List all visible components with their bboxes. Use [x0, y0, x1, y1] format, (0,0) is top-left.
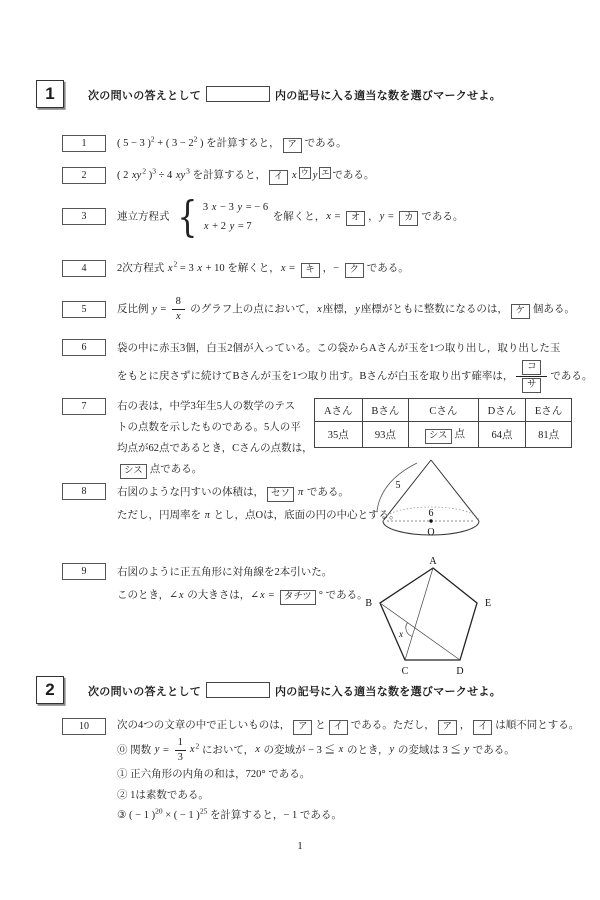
table-data-cell: [362, 422, 409, 448]
pentagon-vertex-label-a: A: [429, 556, 437, 567]
text-run: 個ある。: [532, 303, 575, 315]
text-run: である。: [323, 590, 368, 601]
math-run: + ( 3 − 2: [154, 138, 194, 149]
exponent: 25: [199, 806, 208, 816]
question-line: [117, 806, 579, 825]
text-run: である。: [421, 211, 464, 223]
text-run: 次の問いの答えとして: [88, 89, 201, 102]
text-run: 右図のように正五角形に対角線を2本引いた。: [117, 567, 333, 578]
answer-box: イ: [269, 170, 288, 185]
table-header-cell: Cさん: [409, 399, 479, 422]
question-text: [117, 716, 579, 827]
pentagon-vertex-label-e: E: [485, 598, 492, 609]
answer-box: イ: [329, 720, 348, 735]
math-run: ): [197, 138, 204, 149]
math-run: =: [385, 211, 397, 223]
math-variable: π: [298, 487, 304, 498]
question-text: [117, 192, 464, 241]
text-run: 右の表は，中学3年生5人の数学のテス: [117, 401, 296, 412]
math-variable: y: [229, 220, 235, 232]
text-run: ⓪ 関数: [117, 744, 154, 756]
text-run: の変域は: [395, 744, 443, 756]
table-data-cell: [315, 422, 363, 448]
pentagon-diagonal-ac: [405, 568, 433, 660]
text-run: をもとに戻さずに続けてBさんが玉を1つ取り出す。Bさんが白玉を取り出す確率は，: [117, 370, 514, 382]
math-variable: x: [178, 590, 184, 601]
math-run: + 10: [203, 263, 228, 274]
text-run: を計算すると，: [189, 170, 267, 181]
text-run: トの点数を示したものである。5人の平: [117, 422, 301, 433]
question-3: [62, 192, 464, 241]
question-text: [117, 396, 313, 480]
math-run: =: [160, 744, 172, 756]
question-line: [117, 417, 313, 438]
cone-right-slant: [428, 460, 479, 521]
text-run: 93点: [374, 430, 396, 441]
question-line: [117, 438, 313, 459]
cone-figure: [373, 453, 543, 548]
math-variable: y: [237, 201, 243, 213]
math-run: ∠: [250, 590, 260, 601]
cone-center-label: O: [427, 527, 435, 538]
table-header-cell: Bさん: [362, 399, 409, 422]
math-run: − 1: [283, 810, 300, 822]
text-run: 反比例: [117, 303, 152, 315]
question-number-box: 3: [62, 208, 106, 225]
scores-table-figure: [314, 398, 572, 448]
math-variable: y: [389, 744, 395, 756]
question-line: [117, 561, 368, 584]
text-run: 2次方程式: [117, 263, 167, 274]
math-run: ( − 1 ): [129, 810, 156, 822]
math-run: = − 6: [243, 201, 269, 213]
question-number-box: 8: [62, 483, 106, 500]
section-number: 2: [36, 676, 64, 704]
math-variable: y: [379, 211, 385, 223]
text-run: 35点: [327, 430, 349, 441]
section-number: 1: [36, 80, 64, 108]
question-1: [62, 133, 347, 154]
question-number-box: 10: [62, 718, 106, 735]
text-run: である。ただし，: [350, 720, 435, 731]
question-6: [62, 337, 592, 393]
math-variable: x: [255, 744, 260, 756]
question-line: [117, 396, 313, 417]
question-line: [117, 716, 579, 735]
answer-box: ア: [438, 720, 457, 735]
question-text: [117, 481, 400, 527]
fraction: [516, 360, 547, 393]
math-run: ( 5 − 3 ): [117, 138, 151, 149]
math-run: − 3: [217, 201, 237, 213]
math-variable: x: [175, 311, 181, 323]
question-8: [62, 481, 400, 527]
answer-box: シス: [425, 429, 452, 444]
text-run: である。: [332, 170, 375, 181]
text-run: 次の問いの答えとして: [88, 685, 201, 698]
fraction: [175, 737, 186, 764]
text-run: を計算すると，: [203, 138, 280, 149]
section-instruction: [88, 682, 501, 699]
equation-row: [203, 201, 268, 214]
text-run: である。: [304, 487, 349, 498]
table-header-cell: Aさん: [315, 399, 363, 422]
answer-box: シス: [120, 464, 147, 479]
text-run: 64点: [491, 430, 513, 441]
math-variable: x: [326, 211, 331, 223]
question-line: [117, 165, 374, 186]
answer-box: エ: [321, 167, 330, 177]
exponent: 3: [152, 166, 156, 176]
fraction-numerator: [175, 737, 186, 750]
question-text: [117, 296, 575, 323]
question-line: [117, 737, 579, 764]
question-5: [62, 296, 575, 323]
math-run: 1: [177, 736, 183, 748]
exponent: 2: [142, 166, 147, 176]
math-run: × ( − 1 ): [162, 810, 200, 822]
exponent: 2: [193, 134, 198, 144]
question-9: [62, 561, 368, 607]
equation-rows: [203, 201, 268, 233]
text-run: ② 1は素数である。: [117, 789, 209, 801]
math-run: = 3: [177, 263, 197, 274]
question-number-box: 4: [62, 260, 106, 277]
pentagon-vertex-label-b: B: [365, 598, 372, 609]
math-run: 3: [202, 201, 211, 213]
answer-box: ク: [345, 263, 364, 278]
text-run: の変域が: [260, 744, 309, 756]
fraction-numerator: [173, 296, 184, 309]
answer-box: オ: [346, 211, 365, 226]
math-run: =: [286, 263, 298, 274]
cone-slant-label: 5: [395, 480, 401, 491]
cone-left-slant: [383, 460, 431, 521]
answer-box: セソ: [267, 487, 294, 502]
question-text: [117, 133, 347, 154]
text-run: である。: [366, 263, 409, 274]
cone-diameter-label: 6: [428, 508, 434, 519]
fraction-numerator: [516, 360, 547, 376]
question-number-box: 2: [62, 167, 106, 184]
answer-box: イ: [473, 720, 492, 735]
question-7: [62, 396, 313, 480]
text-run: を計算すると，: [207, 810, 284, 822]
text-run: 連立方程式: [117, 211, 173, 223]
text-run: このとき，: [117, 590, 170, 601]
cone-center-dot: [429, 519, 432, 522]
section-2-header: [36, 676, 501, 704]
section-instruction: [88, 86, 501, 103]
pentagon-angle-arc: [406, 623, 412, 637]
text-run: を解くと，: [227, 263, 280, 274]
question-line: [117, 258, 409, 279]
text-run: ① 正六角形の内角の和は，720° である。: [117, 769, 311, 781]
math-variable: x: [203, 220, 209, 232]
text-run: 内の記号に入る適当な数を選びマークせよ。: [275, 685, 501, 698]
text-run: 内の記号に入る適当な数を選びマークせよ。: [275, 89, 501, 102]
answer-box: ケ: [511, 304, 530, 319]
math-variable: y: [355, 303, 360, 315]
math-variable: x: [338, 744, 344, 756]
answer-box: ウ: [300, 167, 309, 177]
answer-box: キ: [301, 263, 320, 278]
question-line: [117, 481, 400, 504]
math-variable: xy: [175, 170, 186, 181]
math-variable: y: [154, 744, 160, 756]
question-line: [117, 296, 575, 323]
fraction-denominator: [516, 376, 547, 393]
text-run: 均点が62点であるとき，Cさんの点数は，: [117, 443, 313, 454]
math-run: 8: [175, 296, 181, 307]
text-run: 座標がともに整数になるのは，: [360, 303, 508, 315]
math-variable: y: [464, 744, 470, 756]
math-run: ( 2: [117, 170, 131, 181]
answer-box: ア: [283, 138, 302, 153]
text-run: 座標，: [322, 303, 355, 315]
math-variable: x: [189, 744, 195, 756]
question-line: [117, 133, 347, 154]
text-run: を解くと，: [270, 211, 326, 223]
table-header-row: [315, 399, 572, 422]
table-data-cell: [409, 422, 479, 448]
math-run: ÷ 4: [155, 170, 175, 181]
text-run: である。: [299, 810, 342, 822]
math-variable: x: [211, 201, 217, 213]
math-variable: x: [292, 170, 297, 181]
page-number: 1: [297, 840, 303, 852]
math-variable: x: [317, 303, 322, 315]
math-variable: y: [152, 303, 157, 315]
question-number-box: 5: [62, 301, 106, 318]
math-variable: π: [204, 510, 210, 521]
math-run: =: [331, 211, 344, 223]
question-number-box: 6: [62, 339, 106, 356]
text-run: ③: [117, 810, 130, 822]
text-run: である。: [304, 138, 347, 149]
question-line: [117, 765, 579, 784]
math-run: − 3 ≦: [308, 744, 338, 756]
blank-box: [206, 86, 270, 102]
exponent: 2: [195, 740, 200, 750]
table-data-cell: [478, 422, 526, 448]
fraction-denominator: [172, 309, 185, 323]
question-line: [117, 786, 579, 805]
answer-box: コ: [522, 360, 541, 375]
math-variable: x: [167, 263, 173, 274]
section-1-header: [36, 80, 501, 108]
brace-glyph: {: [177, 192, 198, 241]
table-data-cell: [526, 422, 572, 448]
math-run: °: [318, 590, 323, 601]
answer-box: カ: [399, 211, 418, 226]
exponent: 3: [186, 166, 190, 176]
math-run: 3: [177, 751, 183, 763]
text-run: 81点: [538, 430, 560, 441]
question-line: [117, 459, 313, 480]
exponent-answer-box: [298, 167, 312, 176]
math-variable: x: [197, 263, 203, 274]
text-run: ，: [322, 263, 334, 274]
exponent: 2: [150, 134, 155, 144]
pentagon-vertex-label-d: D: [456, 666, 464, 677]
pentagon-vertex-label-c: C: [401, 666, 409, 677]
text-run: において，: [199, 744, 255, 756]
text-run: 点: [454, 428, 466, 440]
scores-table: [314, 398, 572, 448]
table-header-cell: Eさん: [526, 399, 572, 422]
answer-box: ア: [293, 720, 312, 735]
question-text: [117, 337, 592, 393]
fraction-denominator: [175, 750, 186, 764]
question-line: [117, 337, 592, 360]
math-run: ): [146, 170, 153, 181]
exponent: 20: [155, 806, 163, 816]
text-run: 袋の中に赤玉3個，白玉2個が入っている。この袋からAさんが玉を1つ取り出し，取り出した玉: [117, 343, 561, 354]
equation-row: [203, 220, 268, 233]
math-run: =: [157, 303, 169, 315]
text-run: ただし，円周率を: [117, 510, 204, 521]
table-header-cell: Dさん: [478, 399, 526, 422]
math-variable: y: [312, 170, 318, 181]
math-run: =: [265, 590, 277, 601]
question-text: [117, 561, 368, 607]
text-run: のとき，: [344, 744, 389, 756]
table-data-row: [315, 422, 572, 448]
math-run: + 2: [209, 220, 229, 232]
math-run: = 7: [235, 220, 252, 232]
question-text: [117, 258, 409, 279]
text-run: は順不同とする。: [495, 720, 580, 731]
answer-box: タチツ: [280, 590, 316, 605]
text-run: 点である。: [149, 464, 203, 475]
question-2: [62, 165, 374, 186]
pentagon-angle-label: x: [399, 629, 403, 639]
equation-system: [174, 192, 269, 241]
question-number-box: 1: [62, 135, 106, 152]
question-line: [117, 192, 464, 241]
pentagon-figure: [345, 554, 495, 678]
text-run: である。: [470, 744, 515, 756]
question-10: [62, 716, 579, 827]
question-text: [117, 165, 374, 186]
question-line: [117, 584, 368, 607]
text-run: ，: [459, 720, 471, 731]
text-run: である。: [550, 370, 593, 382]
math-variable: x: [280, 263, 286, 274]
math-variable: xy: [132, 170, 142, 181]
math-variable: x: [260, 590, 265, 601]
exponent-answer-box: [318, 167, 332, 176]
blank-box: [206, 682, 270, 698]
exponent: 2: [173, 259, 178, 269]
question-line: [117, 504, 400, 527]
text-run: と: [315, 720, 326, 731]
math-run: ∠: [169, 590, 178, 601]
text-run: ，: [368, 211, 379, 223]
question-number-box: 9: [62, 563, 106, 580]
fraction: [172, 296, 185, 323]
question-4: [62, 258, 409, 279]
question-line: [117, 360, 592, 393]
math-run: −: [333, 263, 342, 274]
text-run: とし，点Oは，底面の円の中心とする。: [210, 510, 400, 521]
text-run: 右図のような円すいの体積は，: [117, 487, 264, 498]
math-run: 3 ≦: [442, 744, 464, 756]
text-run: のグラフ上の点において，: [187, 303, 317, 315]
answer-box: サ: [522, 378, 541, 393]
question-number-box: 7: [62, 398, 106, 415]
text-run: の大きさは，: [184, 590, 251, 601]
text-run: 次の4つの文章の中で正しいものは，: [117, 720, 291, 731]
